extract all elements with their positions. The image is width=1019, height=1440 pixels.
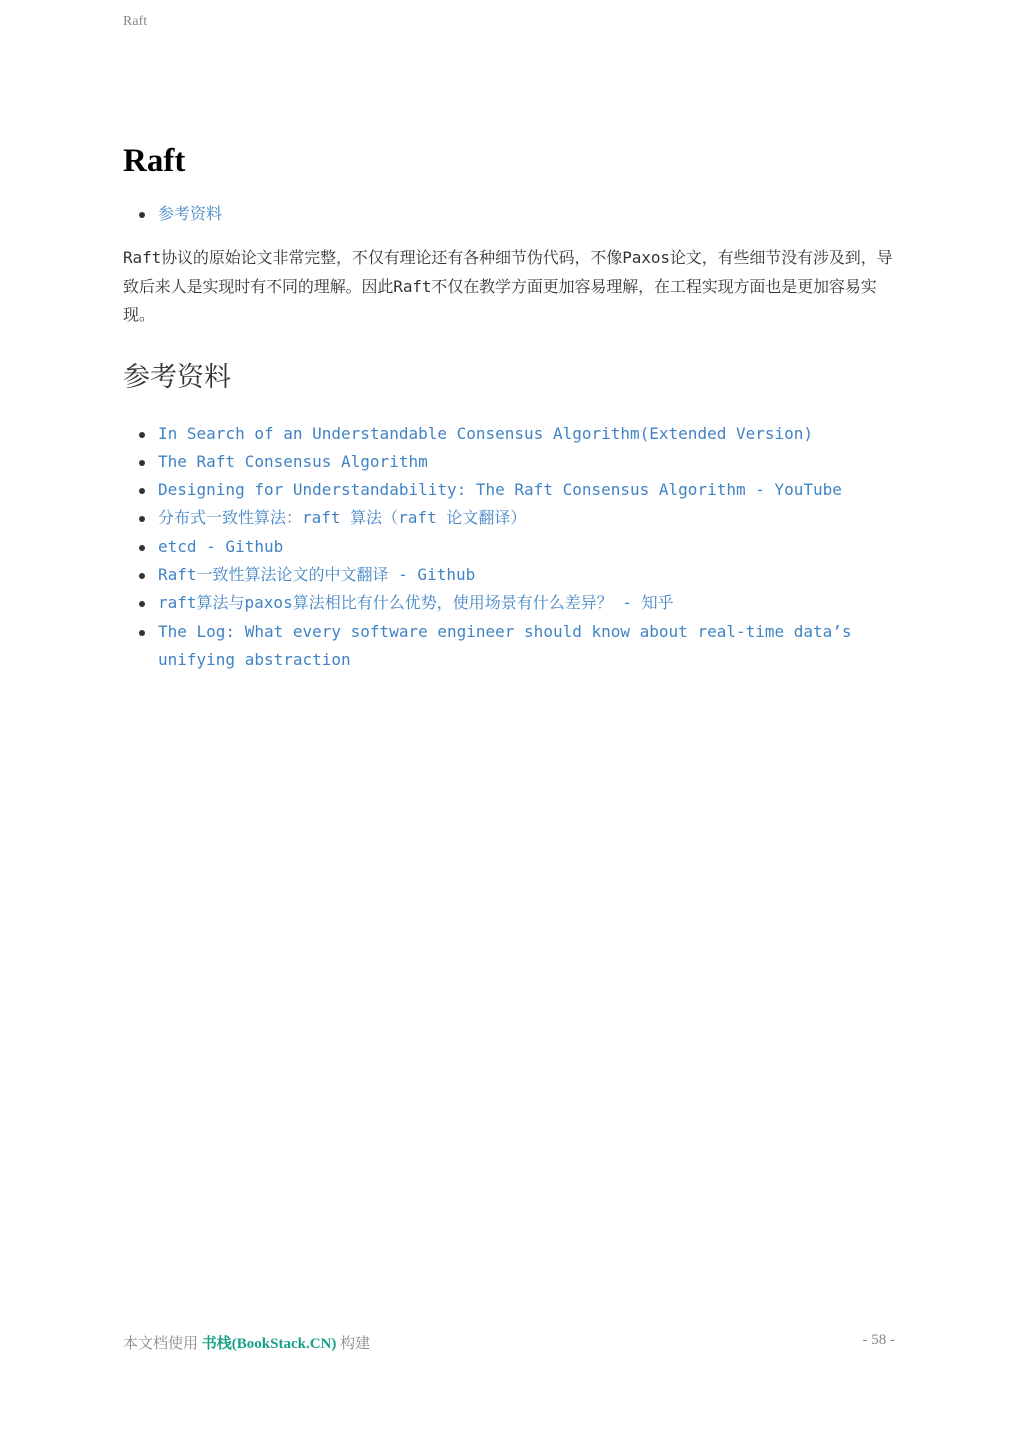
bookstack-link[interactable]: 书栈(BookStack.CN)	[201, 1336, 337, 1352]
list-item	[123, 561, 895, 589]
list-item	[123, 448, 895, 476]
list-item	[123, 476, 895, 504]
toc-link-references[interactable]: 参考资料	[158, 204, 223, 223]
page-title: Raft	[123, 143, 186, 179]
section-heading-references: 参考资料	[123, 361, 231, 393]
reference-link[interactable]: The Log: What every software engineer should know about real-time data’s unifying abstraction	[158, 621, 852, 669]
reference-link[interactable]: Designing for Understandability: The Raft Consensus Algorithm - YouTube	[158, 480, 842, 500]
reference-link[interactable]: raft算法与paxos算法相比有什么优势，使用场景有什么差异？ - 知乎	[158, 593, 674, 613]
footer-prefix: 本文档使用	[123, 1336, 199, 1352]
list-item	[123, 618, 895, 675]
running-header: Raft	[123, 14, 148, 29]
page-number: - 58 -	[862, 1332, 895, 1348]
running-footer	[123, 1332, 895, 1353]
reference-list	[123, 420, 895, 675]
reference-link[interactable]: 分布式一致性算法：raft 算法（raft 论文翻译）	[158, 508, 527, 528]
list-item	[123, 533, 895, 561]
intro-paragraph: Raft协议的原始论文非常完整，不仅有理论还有各种细节伪代码，不像Paxos论文，有些细节没有涉及到，导致后来人是实现时有不同的理解。因此Raft不仅在教学方面更加容易理解，在工程实现方面也是更加容易实现。	[123, 248, 893, 324]
reference-link[interactable]: The Raft Consensus Algorithm	[158, 451, 428, 471]
list-item	[123, 589, 895, 617]
list-item	[123, 420, 895, 448]
reference-link[interactable]: In Search of an Understandable Consensus Algorithm(Extended Version)	[158, 423, 814, 443]
reference-link[interactable]: Raft一致性算法论文的中文翻译 - Github	[158, 564, 476, 584]
table-of-contents	[123, 200, 895, 228]
reference-link[interactable]: etcd - Github	[158, 536, 284, 556]
toc-item	[123, 200, 895, 228]
footer-suffix: 构建	[340, 1336, 371, 1352]
document-body	[123, 140, 895, 674]
list-item	[123, 504, 895, 532]
footer-credit	[123, 1336, 370, 1352]
